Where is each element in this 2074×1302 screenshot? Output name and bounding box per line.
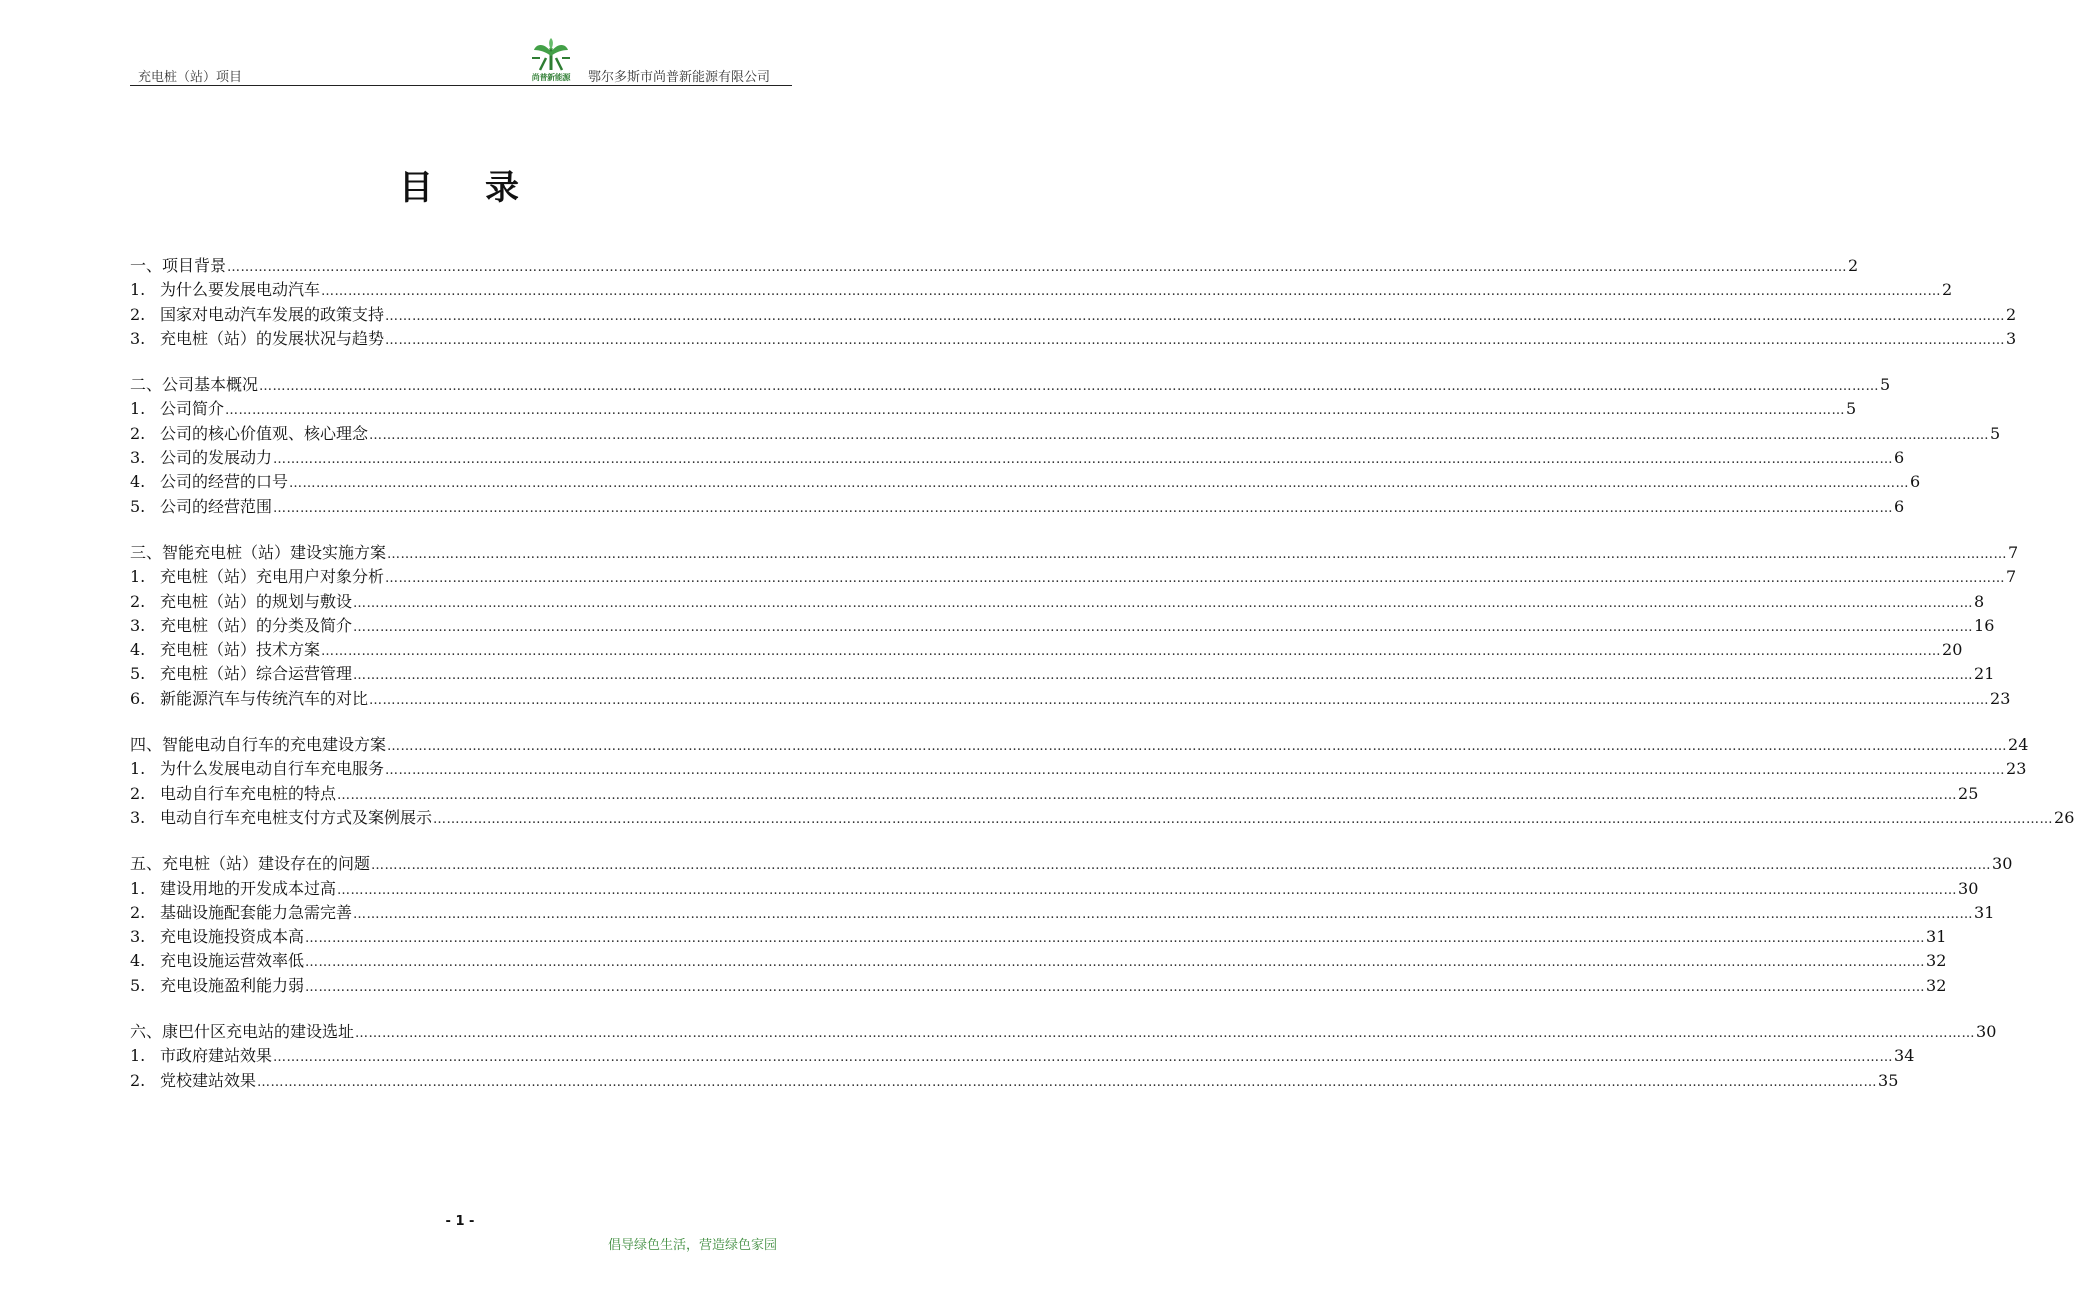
toc-section-label: 智能充电桩（站）建设实施方案 [162, 542, 387, 562]
toc-section [130, 541, 2019, 711]
toc-leader-dots: ……………………………………………………………………………………………………………………………………………………………………………………………………………………………………………………………………………………………………………………………… [273, 1050, 1894, 1066]
header-project-name: 充电桩（站）项目 [138, 70, 243, 85]
toc-section [130, 373, 2001, 519]
toc-section-heading[interactable] [130, 373, 1891, 397]
toc-entry-label: 党校建站效果 [160, 1070, 257, 1090]
toc-entry-number: 1. [130, 280, 146, 300]
toc-section-label: 充电桩（站）建设存在的问题 [162, 854, 371, 874]
toc-entry[interactable] [130, 638, 1963, 662]
toc-page-number: 2 [2006, 304, 2017, 324]
toc-entry-number: 4. [130, 951, 146, 971]
toc-leader-dots: ……………………………………………………………………………………………………………………………………………………………………………………………………………………………………………………………………………………………………………………………… [385, 332, 2006, 348]
toc-page-number: 2 [1942, 280, 1953, 300]
toc-entry[interactable] [130, 877, 1979, 901]
toc-entry[interactable] [130, 1069, 1899, 1093]
toc-section-heading[interactable] [130, 733, 2029, 757]
toc-entry[interactable] [130, 446, 1905, 470]
toc-entry[interactable] [130, 901, 1995, 925]
toc-section-heading[interactable] [130, 1020, 1997, 1044]
toc-entry-number: 3. [130, 615, 146, 635]
toc-leader-dots: ……………………………………………………………………………………………………………………………………………………………………………………………………………………………………………………………………………………………………………………………… [273, 500, 1894, 516]
toc-entry-label: 为什么发展电动自行车充电服务 [160, 759, 385, 779]
toc-entry-label: 电动自行车充电桩支付方式及案例展示 [160, 807, 433, 827]
toc-entry-label: 充电设施运营效率低 [160, 951, 305, 971]
toc-leader-dots: ……………………………………………………………………………………………………………………………………………………………………………………………………………………………………………………………………………………………………………………………… [225, 403, 1846, 419]
toc-page-number: 6 [1894, 448, 1905, 468]
toc-entry-number: 3. [130, 328, 146, 348]
toc-entry-label: 市政府建站效果 [160, 1046, 273, 1066]
toc-leader-dots: ……………………………………………………………………………………………………………………………………………………………………………………………………………………………………………………………………………………………………………………………… [289, 476, 1910, 492]
toc-leader-dots: ……………………………………………………………………………………………………………………………………………………………………………………………………………………………………………………………………………………………………………………………… [321, 644, 1942, 660]
toc-entry-number: 2. [130, 1070, 146, 1090]
toc-entry-number: 3. [130, 807, 146, 827]
title-char-2: 录 [485, 168, 521, 208]
toc-entry-label: 基础设施配套能力急需完善 [160, 902, 353, 922]
toc-entry-number: 4. [130, 472, 146, 492]
toc-entry-label: 公司的核心价值观、核心理念 [160, 423, 369, 443]
toc-leader-dots: ……………………………………………………………………………………………………………………………………………………………………………………………………………………………………………………………………………………………………………………………… [305, 979, 1926, 995]
toc-section-number: 五、 [130, 854, 163, 874]
toc-entry-number: 1. [130, 567, 146, 587]
toc-page-number: 20 [1942, 640, 1963, 660]
toc-page-number: 6 [1910, 472, 1921, 492]
toc-entry-label: 充电桩（站）技术方案 [160, 640, 321, 660]
header-divider [130, 85, 792, 86]
toc-entry-label: 充电设施盈利能力弱 [160, 975, 305, 995]
toc-page-number: 3 [2006, 328, 2017, 348]
toc-entry-number: 1. [130, 759, 146, 779]
toc-leader-dots: ……………………………………………………………………………………………………………………………………………………………………………………………………………………………………………………………………………………………………………………………… [353, 595, 1974, 611]
toc-leader-dots: ……………………………………………………………………………………………………………………………………………………………………………………………………………………………………………………………………………………………………………………………… [353, 668, 1974, 684]
toc-entry[interactable] [130, 470, 1921, 494]
toc-section-label: 康巴什区充电站的建设选址 [162, 1022, 355, 1042]
toc-entry-label: 电动自行车充电桩的特点 [160, 783, 337, 803]
toc-entry[interactable] [130, 782, 1979, 806]
toc-section [130, 733, 2074, 830]
toc-section [130, 852, 2013, 998]
header-company-name: 鄂尔多斯市尚普新能源有限公司 [588, 70, 771, 85]
footer-page-number: - 1 - [445, 1214, 475, 1229]
toc-page-number: 25 [1958, 783, 1979, 803]
toc-section-heading[interactable] [130, 254, 1859, 278]
toc-leader-dots: ……………………………………………………………………………………………………………………………………………………………………………………………………………………………………………………………………………………………………………………………… [369, 427, 1990, 443]
toc-entry[interactable] [130, 614, 1995, 638]
toc-section-number: 六、 [130, 1022, 163, 1042]
toc-entry[interactable] [130, 565, 2017, 589]
toc-page-number: 7 [2008, 542, 2019, 562]
toc-section-number: 三、 [130, 542, 163, 562]
toc-leader-dots: ……………………………………………………………………………………………………………………………………………………………………………………………………………………………………………………………………………………………………………………………… [259, 379, 1880, 395]
toc-entry[interactable] [130, 949, 1947, 973]
toc-entry-label: 充电设施投资成本高 [160, 927, 305, 947]
toc-entry-number: 5. [130, 664, 146, 684]
toc-entry-number: 2. [130, 591, 146, 611]
toc-page-number: 2 [1848, 256, 1859, 275]
toc-entry[interactable] [130, 278, 1953, 302]
toc-section-label: 项目背景 [162, 256, 227, 275]
toc-entry[interactable] [130, 495, 1905, 519]
toc-entry[interactable] [130, 1044, 1915, 1068]
toc-entry-number: 1. [130, 878, 146, 898]
toc-leader-dots: ……………………………………………………………………………………………………………………………………………………………………………………………………………………………………………………………………………………………………………………………… [385, 571, 2006, 587]
toc-section-number: 二、 [130, 375, 163, 395]
toc-entry[interactable] [130, 974, 1947, 998]
toc-page-number: 30 [1976, 1022, 1997, 1042]
toc-entry-number: 4. [130, 640, 146, 660]
toc-leader-dots: ……………………………………………………………………………………………………………………………………………………………………………………………………………………………………………………………………………………………………………………………… [371, 858, 1992, 874]
toc-section-label: 智能电动自行车的充电建设方案 [162, 735, 387, 755]
toc-entry[interactable] [130, 925, 1947, 949]
toc-entry-label: 为什么要发展电动汽车 [160, 280, 321, 300]
toc-entry[interactable] [130, 687, 2011, 711]
toc-page-number: 31 [1974, 902, 1995, 922]
toc-leader-dots: ……………………………………………………………………………………………………………………………………………………………………………………………………………………………………………………………………………………………………………………………… [385, 308, 2006, 324]
toc-page-number: 26 [2054, 807, 2074, 827]
toc-page-number: 30 [1958, 878, 1979, 898]
toc-entry-label: 公司的经营范围 [160, 496, 273, 516]
page-title [0, 160, 920, 209]
toc-entry-number: 6. [130, 688, 146, 708]
toc-page-number: 23 [2006, 759, 2027, 779]
toc-entry-number: 3. [130, 927, 146, 947]
toc-section-label: 公司基本概况 [162, 375, 259, 395]
company-logo [526, 38, 576, 84]
toc-leader-dots: ……………………………………………………………………………………………………………………………………………………………………………………………………………………………………………………………………………………………………………………………… [257, 1074, 1878, 1090]
toc-entry-number: 3. [130, 448, 146, 468]
toc-leader-dots: ……………………………………………………………………………………………………………………………………………………………………………………………………………………………………………………………………………………………………………………………… [387, 546, 2008, 562]
toc-entry[interactable] [130, 757, 2027, 781]
toc-leader-dots: ……………………………………………………………………………………………………………………………………………………………………………………………………………………………………………………………………………………………………………………………… [353, 906, 1974, 922]
toc-entry-number: 5. [130, 496, 146, 516]
toc-page-number: 5 [1880, 375, 1891, 395]
toc-section-number: 四、 [130, 735, 163, 755]
toc-page-number: 34 [1894, 1046, 1915, 1066]
toc-page-number: 6 [1894, 496, 1905, 516]
toc-entry-label: 国家对电动汽车发展的政策支持 [160, 304, 385, 324]
toc-leader-dots: ……………………………………………………………………………………………………………………………………………………………………………………………………………………………………………………………………………………………………………………………… [355, 1026, 1976, 1042]
toc-entry-label: 公司的发展动力 [160, 448, 273, 468]
toc-section-number: 一、 [130, 256, 163, 275]
toc-entry-number: 2. [130, 783, 146, 803]
toc-entry-label: 公司的经营的口号 [160, 472, 289, 492]
toc-page-number: 32 [1926, 975, 1947, 995]
toc-leader-dots: ……………………………………………………………………………………………………………………………………………………………………………………………………………………………………………………………………………………………………………………………… [227, 260, 1848, 275]
toc-entry-number: 1. [130, 1046, 146, 1066]
table-of-contents [130, 254, 2074, 1115]
toc-leader-dots: ……………………………………………………………………………………………………………………………………………………………………………………………………………………………………………………………………………………………………………………………… [385, 763, 2006, 779]
toc-entry-label: 充电桩（站）的规划与敷设 [160, 591, 353, 611]
toc-entry[interactable] [130, 806, 2074, 830]
toc-page-number: 21 [1974, 664, 1995, 684]
toc-section-heading[interactable] [130, 541, 2019, 565]
toc-leader-dots: ……………………………………………………………………………………………………………………………………………………………………………………………………………………………………………………………………………………………………………………………… [305, 955, 1926, 971]
toc-leader-dots: ……………………………………………………………………………………………………………………………………………………………………………………………………………………………………………………………………………………………………………………………… [321, 284, 1942, 300]
toc-entry[interactable] [130, 422, 2001, 446]
toc-section [130, 254, 2017, 351]
toc-entry-number: 5. [130, 975, 146, 995]
logo-leaf-icon [526, 38, 576, 72]
toc-leader-dots: ……………………………………………………………………………………………………………………………………………………………………………………………………………………………………………………………………………………………………………………………… [305, 931, 1926, 947]
toc-entry-label: 充电桩（站）的分类及简介 [160, 615, 353, 635]
toc-page-number: 8 [1974, 591, 1985, 611]
toc-entry-label: 公司简介 [160, 399, 225, 419]
toc-entry[interactable] [130, 590, 1985, 614]
toc-leader-dots: ……………………………………………………………………………………………………………………………………………………………………………………………………………………………………………………………………………………………………………………………… [353, 619, 1974, 635]
toc-page-number: 30 [1992, 854, 2013, 874]
toc-section [130, 1020, 1997, 1093]
toc-leader-dots: ……………………………………………………………………………………………………………………………………………………………………………………………………………………………………………………………………………………………………………………………… [387, 739, 2008, 755]
toc-entry-number: 2. [130, 902, 146, 922]
toc-entry-label: 新能源汽车与传统汽车的对比 [160, 688, 369, 708]
toc-page-number: 5 [1846, 399, 1857, 419]
toc-entry-label: 建设用地的开发成本过高 [160, 878, 337, 898]
toc-entry-label: 充电桩（站）充电用户对象分析 [160, 567, 385, 587]
toc-leader-dots: ……………………………………………………………………………………………………………………………………………………………………………………………………………………………………………………………………………………………………………………………… [337, 882, 1958, 898]
toc-page-number: 24 [2008, 735, 2029, 755]
toc-entry[interactable] [130, 327, 2017, 351]
toc-page-number: 35 [1878, 1070, 1899, 1090]
toc-leader-dots: ……………………………………………………………………………………………………………………………………………………………………………………………………………………………………………………………………………………………………………………………… [433, 811, 2054, 827]
title-char-1: 目 [399, 168, 435, 208]
toc-entry-label: 充电桩（站）的发展状况与趋势 [160, 328, 385, 348]
toc-entry[interactable] [130, 303, 2017, 327]
toc-entry-number: 1. [130, 399, 146, 419]
toc-leader-dots: ……………………………………………………………………………………………………………………………………………………………………………………………………………………………………………………………………………………………………………………………… [273, 452, 1894, 468]
footer-slogan: 倡导绿色生活，营造绿色家园 [608, 1238, 778, 1253]
toc-entry-number: 2. [130, 304, 146, 324]
toc-page-number: 31 [1926, 927, 1947, 947]
toc-entry[interactable] [130, 397, 1857, 421]
toc-page-number: 16 [1974, 615, 1995, 635]
toc-page-number: 32 [1926, 951, 1947, 971]
toc-page-number: 5 [1990, 423, 2001, 443]
toc-entry[interactable] [130, 662, 1995, 686]
toc-leader-dots: ……………………………………………………………………………………………………………………………………………………………………………………………………………………………………………………………………………………………………………………………… [369, 692, 1990, 708]
logo-text: 尚普新能源 [531, 73, 571, 82]
toc-entry-number: 2. [130, 423, 146, 443]
toc-page-number: 7 [2006, 567, 2017, 587]
toc-section-heading[interactable] [130, 852, 2013, 876]
toc-page-number: 23 [1990, 688, 2011, 708]
toc-entry-label: 充电桩（站）综合运营管理 [160, 664, 353, 684]
toc-leader-dots: ……………………………………………………………………………………………………………………………………………………………………………………………………………………………………………………………………………………………………………………………… [337, 787, 1958, 803]
